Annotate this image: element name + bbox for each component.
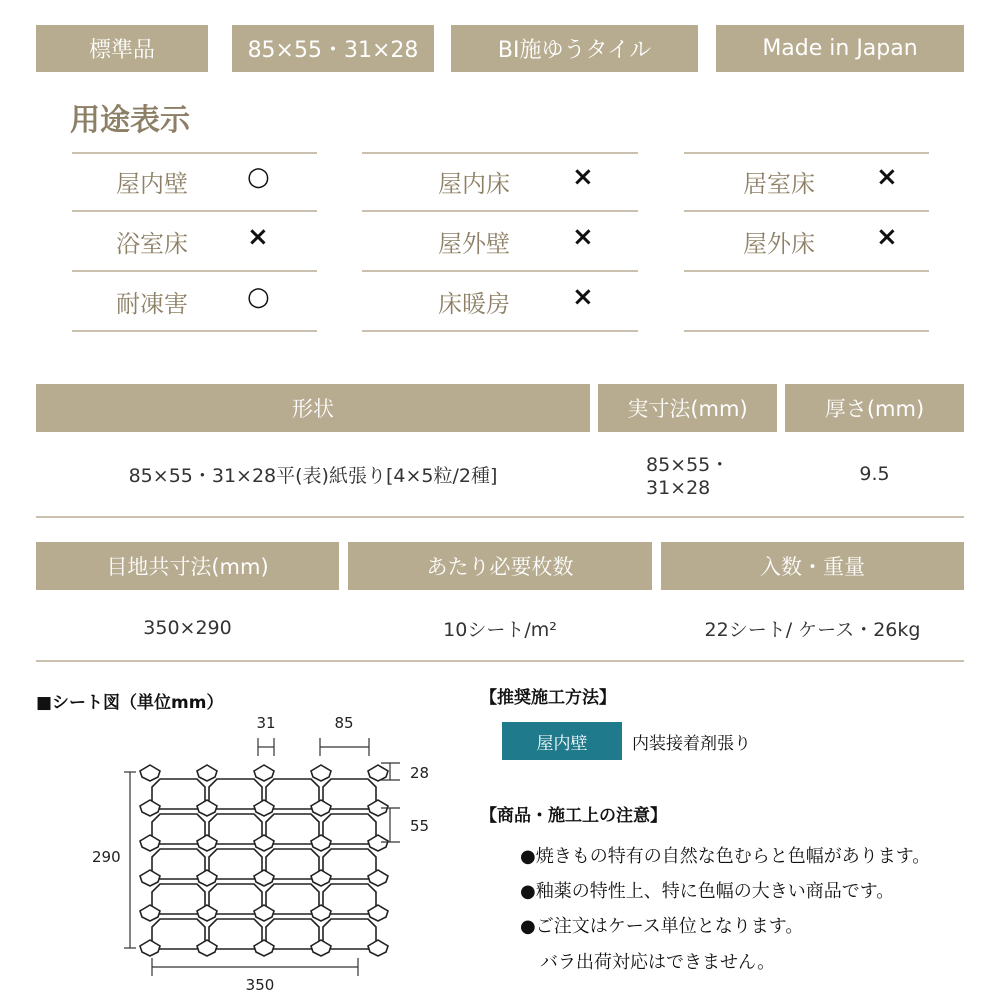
tile-octagon — [323, 884, 376, 914]
usage-cell-floor-heating — [362, 272, 638, 332]
usage-cell-empty — [684, 272, 929, 332]
usage-mark: × — [572, 222, 594, 252]
tag-standard: 標準品 — [36, 25, 208, 72]
size-line-1: 85×55・ — [646, 453, 730, 476]
cell-thickness: 9.5 — [859, 463, 890, 485]
tile-grid — [140, 765, 388, 956]
dim-large-width: 85 — [334, 714, 354, 732]
usage-label: 屋内床 — [438, 170, 510, 198]
header-actual-size: 実寸法(mm) — [598, 384, 777, 432]
usage-title: 用途表示 — [70, 103, 190, 138]
tile-octagon — [266, 919, 319, 949]
tile-dot — [140, 765, 160, 781]
tile-octagon — [152, 849, 205, 879]
note-item: ●釉薬の特性上、特に色幅の大きい商品です。 — [520, 881, 895, 902]
tile-octagon — [209, 814, 262, 844]
usage-label: 浴室床 — [116, 230, 188, 258]
dim-large-height: 55 — [410, 817, 430, 835]
sheet-diagram-title: ■シート図（単位mm） — [36, 693, 224, 713]
tile-octagon — [209, 779, 262, 809]
tag-size: 85×55・31×28 — [232, 25, 434, 72]
tile-octagon — [266, 849, 319, 879]
tile-octagon — [323, 849, 376, 879]
notes-title: 【商品・施工上の注意】 — [480, 806, 667, 826]
tile-dot — [197, 765, 217, 781]
cell-shape: 85×55・31×28平(表)紙張り[4×5粒/2種] — [128, 464, 498, 487]
usage-mark: ○ — [247, 282, 270, 312]
usage-cell-outdoor-wall — [362, 212, 638, 272]
tile-octagon — [152, 919, 205, 949]
dim-total-height: 290 — [92, 848, 121, 866]
usage-mark: × — [876, 222, 898, 252]
note-item: ●焼きもの特有の自然な色むらと色幅があります。 — [520, 846, 931, 867]
method-title: 【推奨施工方法】 — [480, 688, 616, 708]
header-quantity-weight: 入数・重量 — [661, 542, 964, 590]
tile-octagon — [209, 884, 262, 914]
tile-octagon — [266, 884, 319, 914]
size-line-2: 31×28 — [646, 476, 711, 499]
tag-product-type: BI施ゆうタイル — [451, 25, 698, 72]
tile-octagon — [209, 919, 262, 949]
header-required-sheets: あたり必要枚数 — [348, 542, 652, 590]
header-joint-size: 目地共寸法(mm) — [36, 542, 339, 590]
method-text: 内装接着剤張り — [632, 734, 751, 754]
sheet-diagram — [0, 700, 460, 1000]
usage-label: 床暖房 — [438, 290, 510, 318]
cell-actual-size — [598, 448, 777, 500]
usage-mark: × — [247, 222, 269, 252]
usage-mark: ○ — [247, 162, 270, 192]
usage-cell-outdoor-floor — [684, 212, 929, 272]
usage-label: 耐凍害 — [116, 290, 188, 318]
tile-octagon — [152, 884, 205, 914]
dim-small-height: 28 — [410, 764, 430, 782]
usage-label: 屋内壁 — [116, 170, 188, 198]
usage-cell-living-floor — [684, 152, 929, 212]
tile-dot — [254, 765, 274, 781]
usage-cell-bath-floor — [72, 212, 317, 272]
tile-octagon — [323, 814, 376, 844]
note-item: バラ出荷対応はできません。 — [540, 952, 776, 973]
usage-mark: × — [572, 162, 594, 192]
usage-mark: × — [572, 282, 594, 312]
tile-octagon — [209, 849, 262, 879]
cell-joint-size: 350×290 — [143, 617, 232, 639]
tile-octagon — [323, 779, 376, 809]
method-badge: 屋内壁 — [502, 722, 622, 760]
dim-total-width: 350 — [245, 976, 275, 994]
header-shape: 形状 — [36, 384, 590, 432]
cell-quantity-weight: 22シート/ ケース・26kg — [704, 618, 921, 641]
usage-label: 屋外床 — [743, 230, 815, 258]
usage-label: 居室床 — [743, 170, 815, 198]
tile-octagon — [266, 814, 319, 844]
dim-small-width: 31 — [256, 714, 276, 732]
header-thickness: 厚さ(mm) — [785, 384, 964, 432]
table-divider — [36, 660, 964, 662]
note-item: ●ご注文はケース単位となります。 — [520, 916, 804, 937]
tile-octagon — [152, 814, 205, 844]
tile-dot — [368, 765, 388, 781]
usage-cell-indoor-wall — [72, 152, 317, 212]
tile-octagon — [152, 779, 205, 809]
usage-label: 屋外壁 — [438, 230, 510, 258]
usage-mark: × — [876, 162, 898, 192]
tile-octagon — [266, 779, 319, 809]
cell-required-sheets: 10シート/m² — [443, 618, 557, 641]
table-divider — [36, 516, 964, 518]
usage-cell-indoor-floor — [362, 152, 638, 212]
tile-dot — [311, 765, 331, 781]
tile-octagon — [323, 919, 376, 949]
tag-origin: Made in Japan — [716, 25, 964, 72]
usage-cell-frost — [72, 272, 317, 332]
